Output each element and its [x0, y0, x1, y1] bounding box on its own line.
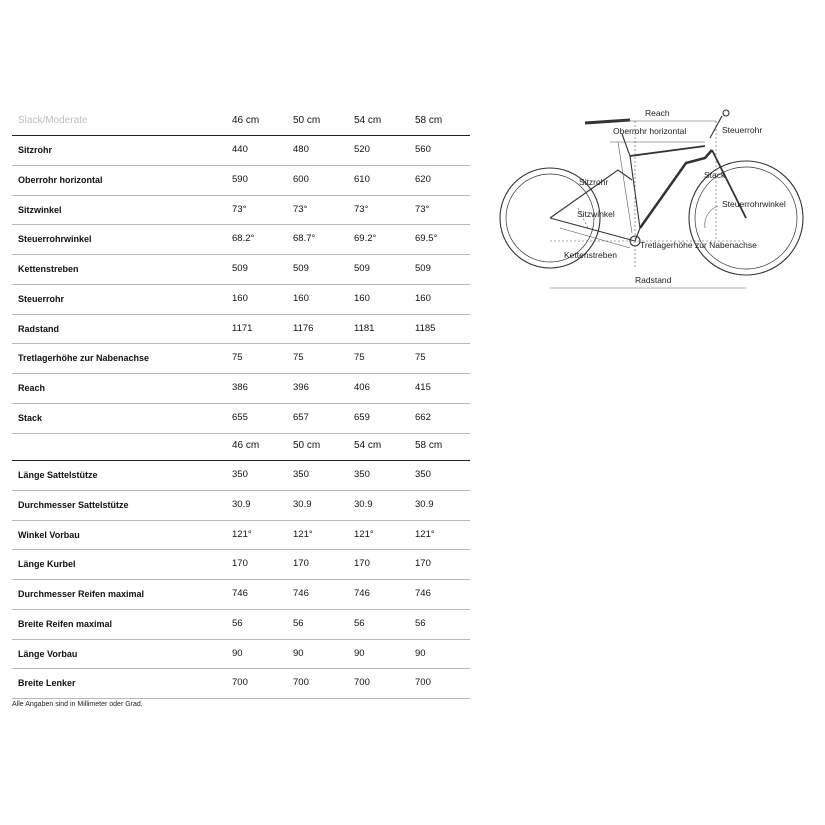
row-label: Sitzwinkel: [18, 204, 62, 215]
row-label: Stack: [18, 412, 43, 423]
saddle: [585, 120, 630, 123]
size-header: 54 cm: [354, 440, 382, 451]
component-row: [12, 669, 470, 699]
row-value: 509: [415, 263, 431, 274]
geometry-row: [12, 255, 470, 285]
row-value: 75: [293, 352, 304, 364]
label-head-tube: Steuerrohr: [722, 125, 763, 135]
component-row: [12, 461, 470, 491]
row-label: Länge Vorbau: [18, 648, 78, 659]
row-label: Länge Kurbel: [18, 559, 76, 570]
row-value: 30.9: [354, 498, 373, 510]
geometry-row: [12, 136, 470, 166]
row-value: 160: [415, 292, 431, 304]
row-label: Kettenstreben: [18, 264, 79, 274]
row-label: Steuerrohr: [18, 293, 65, 304]
footnote: Alle Angaben sind in Millimeter oder Grad.: [12, 701, 143, 708]
row-value: 68.7°: [293, 233, 316, 245]
row-value: 1176: [293, 322, 314, 334]
label-reach: Reach: [645, 108, 670, 118]
row-value: 1185: [415, 322, 436, 334]
components-table: [12, 432, 470, 699]
row-label: Sitzrohr: [18, 145, 53, 155]
row-label: Radstand: [18, 323, 60, 334]
row-value: 662: [415, 411, 431, 423]
row-label: Breite Lenker: [18, 678, 76, 689]
label-seat-tube: Sitzrohr: [579, 177, 609, 187]
row-value: 350: [354, 469, 370, 480]
label-seat-angle: Sitzwinkel: [577, 209, 615, 219]
row-value: 659: [354, 411, 370, 423]
row-value: 56: [354, 617, 365, 629]
row-value: 73°: [232, 203, 247, 215]
row-value: 746: [354, 588, 370, 599]
row-value: 509: [354, 263, 370, 274]
bike-geometry-diagram: [490, 98, 815, 298]
row-value: 350: [293, 469, 309, 480]
row-label: Tretlagerhöhe zur Nabenachse: [18, 353, 150, 364]
geometry-row: [12, 196, 470, 226]
row-value: 75: [232, 352, 243, 364]
row-value: 700: [232, 677, 248, 689]
row-value: 386: [232, 382, 248, 393]
component-row: [12, 580, 470, 610]
component-row: [12, 521, 470, 551]
row-label: Durchmesser Sattelstütze: [18, 499, 129, 510]
geometry-row: [12, 374, 470, 404]
row-value: 69.5°: [415, 233, 438, 245]
row-value: 746: [232, 588, 248, 599]
size-header: 46 cm: [232, 115, 260, 126]
size-header: 50 cm: [293, 115, 321, 126]
label-stack: Stack: [704, 170, 726, 180]
row-value: 620: [415, 173, 431, 185]
row-value: 440: [232, 144, 248, 155]
table-header-label: Slack/Moderate: [18, 115, 88, 126]
row-value: 560: [415, 144, 431, 155]
row-value: 73°: [293, 203, 308, 215]
geometry-row: [12, 344, 470, 374]
row-value: 121°: [354, 528, 374, 540]
row-value: 56: [232, 617, 243, 629]
row-value: 406: [354, 382, 370, 393]
row-value: 75: [354, 352, 365, 364]
row-value: 700: [293, 677, 309, 689]
row-value: 90: [293, 647, 304, 659]
component-row: [12, 610, 470, 640]
row-value: 121°: [293, 528, 313, 540]
row-value: 746: [415, 588, 431, 599]
row-label: Breite Reifen maximal: [18, 618, 113, 629]
geometry-table-header: [12, 107, 470, 136]
row-value: 170: [232, 558, 248, 570]
components-table-header: [12, 432, 470, 461]
component-row: [12, 491, 470, 521]
row-value: 480: [293, 144, 309, 155]
row-value: 90: [415, 647, 426, 659]
row-label: Winkel Vorbau: [18, 529, 80, 540]
down-tube: [640, 150, 712, 228]
handlebar-grip: [723, 110, 729, 116]
size-header: 54 cm: [354, 115, 382, 126]
row-value: 90: [232, 647, 243, 659]
row-value: 30.9: [293, 498, 312, 510]
frame-seat-stay-path: [550, 134, 640, 241]
row-value: 160: [354, 292, 370, 304]
row-value: 396: [293, 382, 309, 393]
row-value: 520: [354, 144, 370, 155]
label-chainstays: Kettenstreben: [564, 250, 617, 260]
label-bb-drop: Tretlagerhöhe zur Nabenachse: [640, 240, 757, 250]
row-label: Länge Sattelstütze: [18, 470, 98, 480]
row-value: 170: [293, 558, 309, 570]
row-value: 700: [415, 677, 431, 689]
row-value: 68.2°: [232, 233, 255, 245]
row-value: 69.2°: [354, 233, 377, 245]
geometry-table: [12, 107, 470, 434]
row-value: 90: [354, 647, 365, 659]
size-header: 50 cm: [293, 440, 321, 451]
row-value: 657: [293, 411, 309, 423]
row-value: 160: [232, 292, 248, 304]
row-value: 56: [293, 617, 304, 629]
row-value: 415: [415, 382, 431, 393]
row-value: 160: [293, 292, 309, 304]
label-top-tube: Oberrohr horizontal: [613, 126, 687, 136]
row-label: Durchmesser Reifen maximal: [18, 589, 145, 599]
geometry-row: [12, 404, 470, 434]
row-value: 610: [354, 173, 370, 185]
row-value: 746: [293, 588, 309, 599]
label-head-angle: Steuerrohrwinkel: [722, 199, 786, 209]
row-value: 30.9: [232, 498, 251, 510]
row-value: 73°: [415, 203, 430, 215]
row-label: Steuerrohrwinkel: [18, 234, 92, 245]
row-value: 73°: [354, 203, 369, 215]
size-header: 46 cm: [232, 440, 260, 451]
row-value: 600: [293, 173, 309, 185]
row-value: 700: [354, 677, 370, 689]
row-value: 509: [293, 263, 309, 274]
size-header: 58 cm: [415, 440, 443, 451]
row-value: 121°: [415, 528, 435, 540]
row-value: 590: [232, 173, 248, 185]
size-header: 58 cm: [415, 115, 443, 126]
geometry-row: [12, 315, 470, 345]
row-value: 121°: [232, 528, 252, 540]
row-value: 350: [232, 469, 248, 480]
row-value: 170: [354, 558, 370, 570]
row-value: 75: [415, 352, 426, 364]
top-tube: [630, 146, 705, 156]
row-value: 1171: [232, 322, 253, 334]
row-label: Reach: [18, 383, 46, 393]
geometry-row: [12, 225, 470, 255]
row-value: 655: [232, 411, 248, 423]
row-value: 170: [415, 558, 431, 570]
geometry-row: [12, 166, 470, 196]
row-value: 350: [415, 469, 431, 480]
geometry-row: [12, 285, 470, 315]
row-label: Oberrohr horizontal: [18, 174, 103, 185]
row-value: 1181: [354, 322, 375, 334]
row-value: 509: [232, 263, 248, 274]
label-wheelbase: Radstand: [635, 275, 672, 285]
chainstay-line: [560, 228, 630, 248]
row-value: 30.9: [415, 498, 434, 510]
row-value: 56: [415, 617, 426, 629]
component-row: [12, 550, 470, 580]
component-row: [12, 640, 470, 670]
